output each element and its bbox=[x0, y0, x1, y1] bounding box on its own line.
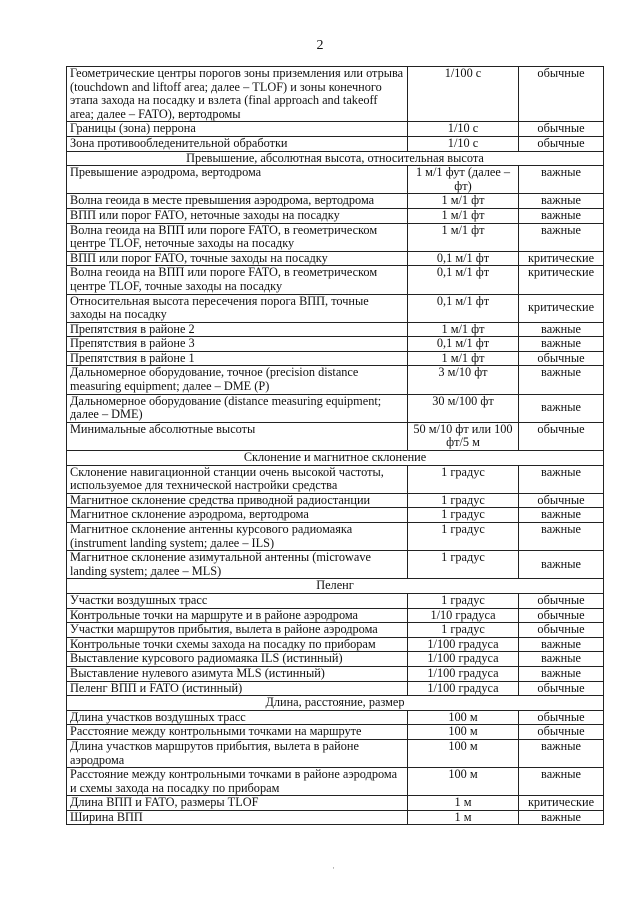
element-name-cell: ВПП или порог FATO, точные заходы на посадку bbox=[67, 251, 408, 266]
table-row bbox=[67, 681, 604, 696]
element-name-cell: Участки воздушных трасс bbox=[67, 593, 408, 608]
table-row bbox=[67, 608, 604, 623]
table-body bbox=[67, 67, 604, 825]
section-title: Превышение, абсолютная высота, относительная высота bbox=[67, 151, 604, 166]
resolution-cell: 1 градус bbox=[408, 465, 519, 493]
resolution-cell: 1/100 градуса bbox=[408, 666, 519, 681]
element-name-cell: Магнитное склонение антенны курсового радиомаяка (instrument landing system; далее – ILS) bbox=[67, 523, 408, 551]
resolution-cell: 3 м/10 фт bbox=[408, 366, 519, 394]
element-name-cell: Превышение аэродрома, вертодрома bbox=[67, 166, 408, 194]
table-row bbox=[67, 551, 604, 579]
element-name-cell: Выставление курсового радиомаяка ILS (истинный) bbox=[67, 652, 408, 667]
integrity-class-cell: важные bbox=[519, 810, 604, 825]
integrity-class-cell: важные bbox=[519, 523, 604, 551]
table-row bbox=[67, 351, 604, 366]
resolution-cell: 1/10 градуса bbox=[408, 608, 519, 623]
integrity-class-cell: важные bbox=[519, 194, 604, 209]
resolution-cell: 1/100 градуса bbox=[408, 652, 519, 667]
integrity-class-cell: важные bbox=[519, 652, 604, 667]
integrity-class-cell: важные bbox=[519, 508, 604, 523]
table-row bbox=[67, 508, 604, 523]
element-name-cell: Выставление нулевого азимута MLS (истинный) bbox=[67, 666, 408, 681]
integrity-class-cell: важные bbox=[519, 551, 604, 579]
resolution-cell: 1/100 с bbox=[408, 67, 519, 122]
element-name-cell: Магнитное склонение средства приводной радиостанции bbox=[67, 493, 408, 508]
resolution-cell: 1 м/1 фт bbox=[408, 351, 519, 366]
resolution-cell: 1/100 градуса bbox=[408, 637, 519, 652]
table-row bbox=[67, 294, 604, 322]
integrity-class-cell: обычные bbox=[519, 67, 604, 122]
element-name-cell: Дальномерное оборудование, точное (precision distance measuring equipment; далее – DME (P) bbox=[67, 366, 408, 394]
resolution-cell: 0,1 м/1 фт bbox=[408, 294, 519, 322]
element-name-cell: Контрольные точки на маршруте и в районе аэродрома bbox=[67, 608, 408, 623]
resolution-cell: 1/10 с bbox=[408, 136, 519, 151]
element-name-cell: Расстояние между контрольными точками в районе аэродрома и схемы захода на посадку по приборам bbox=[67, 768, 408, 796]
integrity-class-cell: обычные bbox=[519, 725, 604, 740]
integrity-class-cell: обычные bbox=[519, 422, 604, 450]
element-name-cell: Препятствия в районе 1 bbox=[67, 351, 408, 366]
table-row bbox=[67, 810, 604, 825]
table-row bbox=[67, 194, 604, 209]
section-header-row bbox=[67, 151, 604, 166]
integrity-class-cell: обычные bbox=[519, 608, 604, 623]
integrity-class-cell: критические bbox=[519, 796, 604, 811]
integrity-class-cell: обычные bbox=[519, 136, 604, 151]
table-row bbox=[67, 394, 604, 422]
resolution-cell: 100 м bbox=[408, 710, 519, 725]
table-row bbox=[67, 366, 604, 394]
integrity-class-cell: обычные bbox=[519, 351, 604, 366]
element-name-cell: Геометрические центры порогов зоны приземления или отрыва (touchdown and liftoff area; далее – TLOF) и зоны конечного этапа захода на посадку и взлета (final approach and takeoff area; далее – FATO), вертодромы bbox=[67, 67, 408, 122]
integrity-class-cell: важные bbox=[519, 637, 604, 652]
integrity-class-cell: обычные bbox=[519, 593, 604, 608]
table-row bbox=[67, 266, 604, 294]
table-row bbox=[67, 710, 604, 725]
integrity-class-cell: обычные bbox=[519, 122, 604, 137]
integrity-class-cell: важные bbox=[519, 223, 604, 251]
element-name-cell: Волна геоида на ВПП или пороге FATO, в геометрическом центре TLOF, неточные заходы на посадку bbox=[67, 223, 408, 251]
element-name-cell: Расстояние между контрольными точками на маршруте bbox=[67, 725, 408, 740]
integrity-class-cell: обычные bbox=[519, 623, 604, 638]
table-row bbox=[67, 67, 604, 122]
integrity-class-cell: критические bbox=[519, 294, 604, 322]
integrity-class-cell: критические bbox=[519, 266, 604, 294]
resolution-cell: 50 м/10 фт или 100 фт/5 м bbox=[408, 422, 519, 450]
section-title: Длина, расстояние, размер bbox=[67, 696, 604, 711]
integrity-class-cell: обычные bbox=[519, 493, 604, 508]
element-name-cell: Минимальные абсолютные высоты bbox=[67, 422, 408, 450]
table-row bbox=[67, 322, 604, 337]
resolution-cell: 1 м/1 фт bbox=[408, 208, 519, 223]
table-row bbox=[67, 637, 604, 652]
integrity-class-cell: критические bbox=[519, 251, 604, 266]
section-header-row bbox=[67, 451, 604, 466]
resolution-cell: 1 м/1 фт bbox=[408, 223, 519, 251]
element-name-cell: Участки маршрутов прибытия, вылета в районе аэродрома bbox=[67, 623, 408, 638]
element-name-cell: Магнитное склонение азимутальной антенны (microwave landing system; далее – MLS) bbox=[67, 551, 408, 579]
resolution-cell: 1 м/1 фт bbox=[408, 194, 519, 209]
resolution-cell: 1 градус bbox=[408, 493, 519, 508]
integrity-class-cell: обычные bbox=[519, 710, 604, 725]
element-name-cell: Длина участков воздушных трасс bbox=[67, 710, 408, 725]
element-name-cell: ВПП или порог FATO, неточные заходы на посадку bbox=[67, 208, 408, 223]
element-name-cell: Контрольные точки схемы захода на посадку по приборам bbox=[67, 637, 408, 652]
element-name-cell: Длина ВПП и FATO, размеры TLOF bbox=[67, 796, 408, 811]
integrity-class-cell: важные bbox=[519, 739, 604, 767]
table-row bbox=[67, 493, 604, 508]
table-row bbox=[67, 652, 604, 667]
resolution-cell: 1 м bbox=[408, 810, 519, 825]
table-row bbox=[67, 422, 604, 450]
resolution-cell: 1 м bbox=[408, 796, 519, 811]
integrity-class-cell: важные bbox=[519, 394, 604, 422]
table-row bbox=[67, 768, 604, 796]
resolution-cell: 1 градус bbox=[408, 593, 519, 608]
table-row bbox=[67, 337, 604, 352]
integrity-class-cell: важные bbox=[519, 208, 604, 223]
table-row bbox=[67, 208, 604, 223]
element-name-cell: Границы (зона) перрона bbox=[67, 122, 408, 137]
resolution-cell: 0,1 м/1 фт bbox=[408, 266, 519, 294]
section-header-row bbox=[67, 579, 604, 594]
resolution-cell: 0,1 м/1 фт bbox=[408, 251, 519, 266]
table-row bbox=[67, 666, 604, 681]
table-row bbox=[67, 593, 604, 608]
table-row bbox=[67, 796, 604, 811]
table-row bbox=[67, 623, 604, 638]
table-row bbox=[67, 465, 604, 493]
resolution-cell: 0,1 м/1 фт bbox=[408, 337, 519, 352]
page-number: 2 bbox=[316, 38, 324, 53]
resolution-cell: 1/100 градуса bbox=[408, 681, 519, 696]
integrity-class-cell: важные bbox=[519, 322, 604, 337]
element-name-cell: Волна геоида в месте превышения аэродрома, вертодрома bbox=[67, 194, 408, 209]
resolution-cell: 100 м bbox=[408, 739, 519, 767]
data-accuracy-table bbox=[66, 66, 604, 825]
table-row bbox=[67, 523, 604, 551]
integrity-class-cell: важные bbox=[519, 337, 604, 352]
resolution-cell: 1 м/1 фут (далее – фт) bbox=[408, 166, 519, 194]
table-row bbox=[67, 136, 604, 151]
resolution-cell: 1 градус bbox=[408, 551, 519, 579]
table-row bbox=[67, 725, 604, 740]
element-name-cell: Препятствия в районе 3 bbox=[67, 337, 408, 352]
resolution-cell: 1 м/1 фт bbox=[408, 322, 519, 337]
integrity-class-cell: важные bbox=[519, 768, 604, 796]
element-name-cell: Зона противообледенительной обработки bbox=[67, 136, 408, 151]
element-name-cell: Магнитное склонение аэродрома, вертодрома bbox=[67, 508, 408, 523]
integrity-class-cell: важные bbox=[519, 166, 604, 194]
resolution-cell: 1 градус bbox=[408, 523, 519, 551]
element-name-cell: Препятствия в районе 2 bbox=[67, 322, 408, 337]
resolution-cell: 1 градус bbox=[408, 623, 519, 638]
element-name-cell: Относительная высота пересечения порога ВПП, точные заходы на посадку bbox=[67, 294, 408, 322]
integrity-class-cell: важные bbox=[519, 666, 604, 681]
integrity-class-cell: важные bbox=[519, 366, 604, 394]
integrity-class-cell: обычные bbox=[519, 681, 604, 696]
integrity-class-cell: важные bbox=[519, 465, 604, 493]
element-name-cell: Длина участков маршрутов прибытия, вылета в районе аэродрома bbox=[67, 739, 408, 767]
section-title: Склонение и магнитное склонение bbox=[67, 451, 604, 466]
element-name-cell: Ширина ВПП bbox=[67, 810, 408, 825]
resolution-cell: 1/10 с bbox=[408, 122, 519, 137]
element-name-cell: Пеленг ВПП и FATO (истинный) bbox=[67, 681, 408, 696]
section-header-row bbox=[67, 696, 604, 711]
resolution-cell: 30 м/100 фт bbox=[408, 394, 519, 422]
element-name-cell: Склонение навигационной станции очень высокой частоты, используемое для технической настройки средства bbox=[67, 465, 408, 493]
table-row bbox=[67, 166, 604, 194]
table-row bbox=[67, 122, 604, 137]
footer-mark: · bbox=[332, 863, 335, 873]
resolution-cell: 100 м bbox=[408, 768, 519, 796]
table-row bbox=[67, 223, 604, 251]
element-name-cell: Дальномерное оборудование (distance measuring equipment; далее – DME) bbox=[67, 394, 408, 422]
resolution-cell: 100 м bbox=[408, 725, 519, 740]
table-row bbox=[67, 251, 604, 266]
table-row bbox=[67, 739, 604, 767]
section-title: Пеленг bbox=[67, 579, 604, 594]
element-name-cell: Волна геоида на ВПП или пороге FATO, в геометрическом центре TLOF, точные заходы на посадку bbox=[67, 266, 408, 294]
resolution-cell: 1 градус bbox=[408, 508, 519, 523]
